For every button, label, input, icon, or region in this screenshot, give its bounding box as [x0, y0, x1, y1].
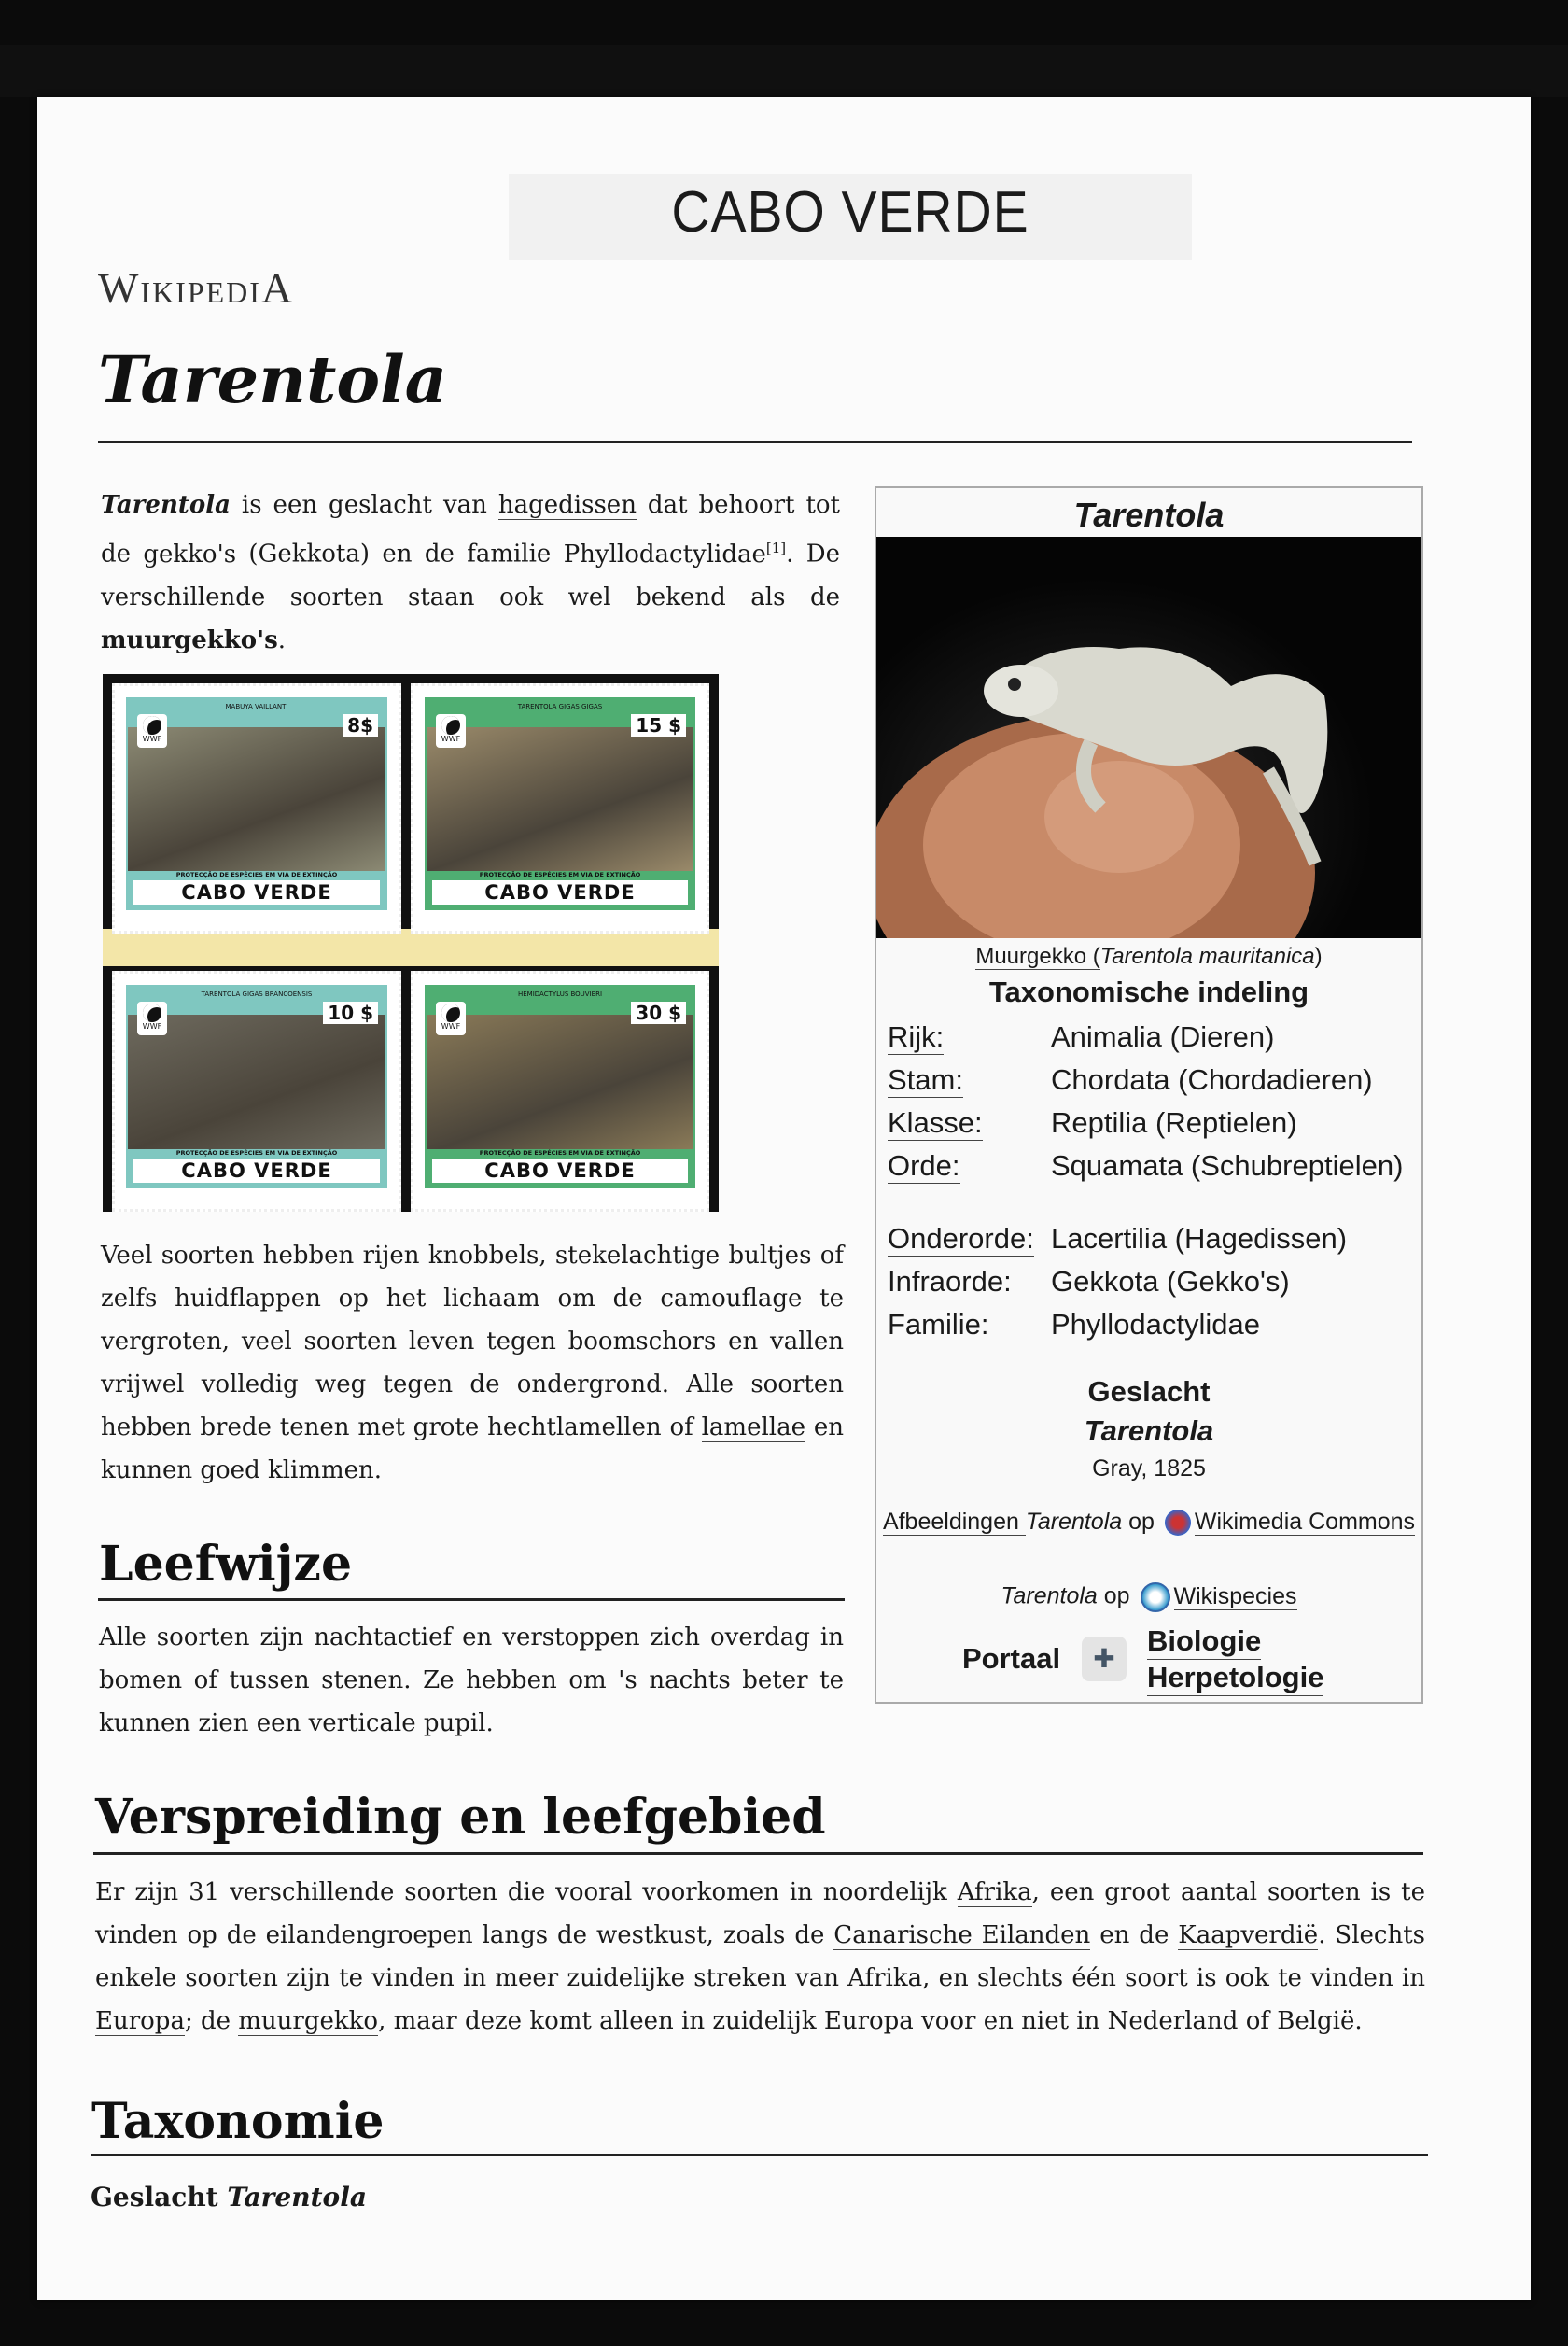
taxonomy-value[interactable]: Lacertilia (Hagedissen) [1051, 1222, 1348, 1255]
infobox [875, 486, 1423, 1704]
wwf-panda-icon [137, 714, 167, 748]
link-kaapverdie[interactable]: Kaapverdië [1178, 1921, 1319, 1949]
taxonomy-value[interactable]: Phyllodactylidae [1051, 1308, 1261, 1341]
stamp-wwf-label: WWF [142, 1022, 162, 1031]
taxonomie-rule [91, 2154, 1428, 2156]
geslacht-label: Geslacht [1087, 1375, 1211, 1408]
portal-puzzle-icon: ✚ [1082, 1637, 1127, 1681]
species-a: Tarentola [1001, 1582, 1098, 1609]
stamp-country: CABO VERDE [133, 880, 380, 905]
stamp-species-name: HEMIDACTYLUS BOUVIERI [517, 990, 603, 998]
heading-taxonomie: Taxonomie [91, 2093, 385, 2150]
commons-line [876, 1502, 1421, 1541]
intro-paragraph [101, 484, 840, 662]
link-hagedissen[interactable]: hagedissen [497, 491, 637, 519]
wikipedia-logo: WikipediA [98, 264, 295, 312]
taxonomy-value[interactable]: Reptilia (Reptielen) [1051, 1106, 1297, 1139]
stamp-wwf-label: WWF [142, 735, 162, 743]
verspreiding-paragraph [95, 1871, 1425, 2043]
taxonomy-rank[interactable]: Klasse: [888, 1106, 983, 1139]
versp-text-2: , een groot aantal soorten is te vinden op de eilandengroepen langs de westkust, zoals de [95, 1878, 1425, 1949]
heading-leefwijze: Leefwijze [99, 1536, 353, 1593]
portal-herpetologie[interactable]: Herpetologie [1147, 1660, 1323, 1696]
desc-text-1: Veel soorten hebben rijen knobbels, stekelachtige bultjes of zelfs huidflappen op het lichaam om de camouflage te vergroten, veel soorten leven tegen boomschors en vallen vrijwel volledig weg tegen de ondergrond. Alle soorten hebben brede tenen met grote hechtlamellen of [101, 1242, 844, 1441]
gecko-on-finger-illustration [876, 537, 1421, 938]
author-year: , 1825 [1141, 1455, 1206, 1482]
link-muurgekko[interactable]: muurgekko [238, 2007, 379, 2035]
taxonomy-rank[interactable]: Stam: [888, 1063, 963, 1096]
stamp-country: CABO VERDE [133, 1159, 380, 1183]
stamp-country: CABO VERDE [432, 1159, 688, 1183]
link-lamellae[interactable]: lamellae [701, 1413, 805, 1441]
taxonomy-rank[interactable]: Familie: [888, 1308, 989, 1341]
link-afrika[interactable]: Afrika [957, 1878, 1032, 1906]
infobox-title: Tarentola [1073, 496, 1225, 534]
species-c[interactable]: Wikispecies [1173, 1582, 1297, 1609]
stamp-value: 10 $ [323, 1002, 378, 1024]
wwf-panda-icon [137, 1002, 167, 1035]
desc-text-2: en kunnen goed klimmen. [101, 1413, 844, 1484]
versp-text-3: en de [1090, 1921, 1179, 1949]
stamp-protection-text: PROTECÇÃO DE ESPÉCIES EM VIA DE EXTINÇÃO [175, 871, 338, 878]
title-rule [98, 441, 1412, 443]
country-label: CABO VERDE [671, 180, 1029, 245]
taxonomy-rank[interactable]: Orde: [888, 1149, 960, 1182]
species-b: op [1097, 1582, 1137, 1609]
article-title: Tarentola [98, 341, 448, 418]
versp-text-6: , maar deze komt alleen in zuidelijk Europa voor en niet in Nederland of België. [378, 2007, 1363, 2035]
stamp-species-name: MABUYA VAILLANTI [225, 703, 288, 710]
caption-c: ) [1314, 944, 1323, 969]
stamp-value: 8$ [343, 714, 378, 737]
caption-a[interactable]: Muurgekko ( [975, 944, 1100, 969]
commons-d[interactable]: Wikimedia Commons [1194, 1509, 1416, 1535]
stamp-picture [427, 727, 693, 871]
heading-verspreiding: Verspreiding en leefgebied [95, 1789, 826, 1846]
wwf-panda-icon [436, 1002, 466, 1035]
leefwijze-rule [98, 1598, 845, 1601]
stamp-picture [427, 1015, 693, 1149]
gecko-photo[interactable] [876, 537, 1421, 938]
stamp-1 [112, 683, 401, 934]
versp-text-5: ; de [184, 2007, 239, 2035]
taxonomie-sub-b: Tarentola [227, 2182, 367, 2213]
versp-text-1: Er zijn 31 verschillende soorten die vooral voorkomen in noordelijk [95, 1878, 958, 1906]
photo-caption [876, 944, 1421, 970]
intro-bold-muurgekkos: muurgekko's [101, 625, 278, 654]
stamp-picture [128, 1015, 385, 1149]
commons-c: op [1122, 1509, 1161, 1535]
stamp-value: 15 $ [631, 714, 686, 737]
reference-1[interactable]: [1] [765, 540, 787, 556]
stamp-2 [411, 683, 709, 934]
link-canarische-eilanden[interactable]: Canarische Eilanden [833, 1921, 1091, 1949]
stamp-3 [112, 971, 401, 1212]
taxonomy-rank[interactable]: Infraorde: [888, 1265, 1012, 1298]
portal-links [1147, 1623, 1323, 1696]
taxonomie-subheading [91, 2182, 367, 2213]
stamp-protection-text: PROTECÇÃO DE ESPÉCIES EM VIA DE EXTINÇÃO [479, 1149, 641, 1157]
wwf-panda-icon [436, 714, 466, 748]
wikispecies-icon [1141, 1582, 1170, 1612]
stamp-4 [411, 971, 709, 1212]
authority [876, 1455, 1421, 1482]
link-europa[interactable]: Europa [95, 2007, 185, 2035]
stamp-protection-text: PROTECÇÃO DE ESPÉCIES EM VIA DE EXTINÇÃO [479, 871, 641, 878]
wikimedia-commons-icon [1165, 1510, 1191, 1536]
commons-b: Tarentola [1025, 1509, 1123, 1535]
description-paragraph [101, 1234, 844, 1492]
intro-text-4: . De verschillende soorten staan ook wel bekend als de [101, 540, 841, 611]
taxonomie-sub-a: Geslacht [91, 2182, 228, 2213]
stamp-wwf-label: WWF [441, 735, 461, 743]
intro-text-3: (Gekkota) en de familie [236, 540, 564, 569]
portaal-label: Portaal [962, 1642, 1061, 1675]
commons-a[interactable]: Afbeeldingen [882, 1509, 1026, 1535]
stamp-protection-text: PROTECÇÃO DE ESPÉCIES EM VIA DE EXTINÇÃO [175, 1149, 338, 1157]
genus-name: Tarentola [1084, 1414, 1214, 1447]
intro-bold-name: Tarentola [101, 491, 231, 519]
leefwijze-paragraph: Alle soorten zijn nachtactief en verstoppen zich overdag in bomen of tussen stenen. Ze hebben om 's nachts beter te kunnen zien een verticale pupil. [99, 1623, 844, 1737]
intro-text-5: . [277, 625, 286, 654]
portal-biologie[interactable]: Biologie [1147, 1623, 1261, 1660]
taxonomy-rank[interactable]: Onderorde: [888, 1222, 1034, 1255]
author-link[interactable]: Gray [1092, 1455, 1141, 1482]
stamp-wwf-label: WWF [441, 1022, 461, 1031]
verspreiding-rule [93, 1852, 1423, 1855]
link-gekkos[interactable]: gekko's [143, 540, 237, 569]
intro-text-2: dat behoort tot de [101, 491, 840, 569]
stamp-species-name: TARENTOLA GIGAS BRANCOENSIS [201, 990, 313, 998]
link-phyllodactylidae[interactable]: Phyllodactylidae [563, 540, 766, 569]
taxonomy-rank[interactable]: Rijk: [888, 1020, 945, 1053]
stamp-mount-strip [103, 929, 719, 966]
taxonomy-value[interactable]: Gekkota (Gekko's) [1051, 1265, 1290, 1298]
versp-text-4: . Slechts enkele soorten zijn te vinden in meer zuidelijke streken van Afrika, en slechts één soort is ook te vinden in [95, 1921, 1425, 1992]
stamp-country: CABO VERDE [432, 880, 688, 905]
stamp-picture [128, 727, 385, 871]
stamp-value: 30 $ [631, 1002, 686, 1024]
taxonomy-value[interactable]: Squamata (Schubreptielen) [1051, 1149, 1404, 1182]
stamp-species-name: TARENTOLA GIGAS GIGAS [517, 703, 603, 710]
species-line [876, 1582, 1421, 1612]
taxonomy-heading: Taxonomische indeling [988, 976, 1309, 1008]
taxonomy-value[interactable]: Animalia (Dieren) [1051, 1020, 1275, 1053]
top-dark-band [0, 45, 1568, 97]
caption-b: Tarentola mauritanica [1099, 944, 1315, 969]
taxonomy-value[interactable]: Chordata (Chordadieren) [1051, 1063, 1373, 1096]
intro-text-1: is een geslacht van [230, 491, 498, 519]
